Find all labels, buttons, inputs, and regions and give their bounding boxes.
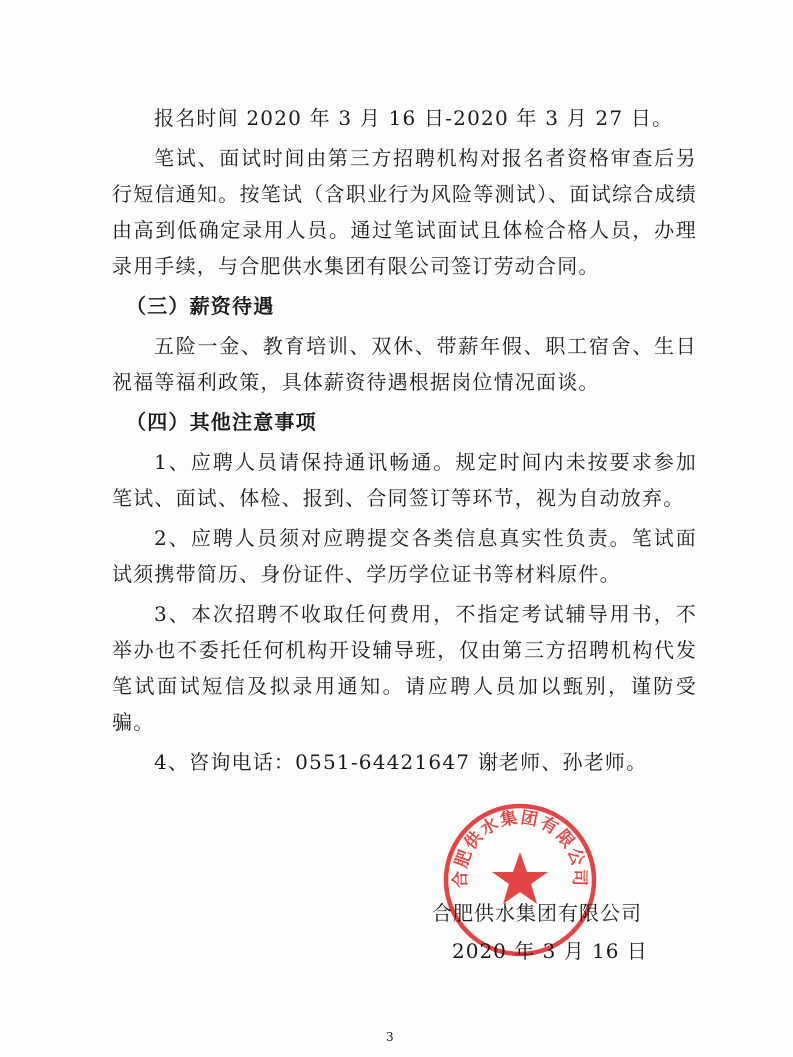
signature-organization: 合肥供水集团有限公司: [432, 901, 642, 925]
note-3-paragraph: 3、本次招聘不收取任何费用，不指定考试辅导用书，不举办也不委托任何机构开设辅导班，仅由第三方招聘机构代发笔试面试短信及拟录用通知。请应聘人员加以甄别，谨防受骗。: [112, 602, 697, 734]
salary-benefits-paragraph: 五险一金、教育培训、双休、带薪年假、职工宿舍、生日祝福等福利政策，具体薪资待遇根据岗位情况面谈。: [112, 334, 697, 394]
note-2-paragraph: 2、应聘人员须对应聘提交各类信息真实性负责。笔试面试须携带简历、身份证件、学历学位证书等材料原件。: [112, 526, 697, 586]
salary-section-heading: （三）薪资待遇: [126, 294, 275, 318]
exam-process-paragraph: 笔试、面试时间由第三方招聘机构对报名者资格审查后另行短信通知。按笔试（含职业行为风险等测试）、面试综合成绩由高到低确定录用人员。通过笔试面试且体检合格人员，办理录用手续，与合肥供水集团有限公司签订劳动合同。: [112, 146, 697, 278]
seal-arc-text: 合肥供水集团有限公司: [450, 807, 590, 889]
signature-date: 2020 年 3 月 16 日: [452, 939, 648, 963]
note-1-paragraph: 1、应聘人员请保持通讯畅通。规定时间内未按要求参加笔试、面试、体检、报到、合同签订等环节，视为自动放弃。: [112, 450, 697, 510]
note-4-paragraph: 4、咨询电话：0551-64421647 谢老师、孙老师。: [154, 750, 648, 774]
page-number: 3: [386, 1030, 394, 1044]
document-body: [112, 100, 697, 784]
notes-section-heading: （四）其他注意事项: [126, 410, 317, 434]
registration-time-paragraph: 报名时间 2020 年 3 月 16 日-2020 年 3 月 27 日。: [154, 106, 674, 130]
